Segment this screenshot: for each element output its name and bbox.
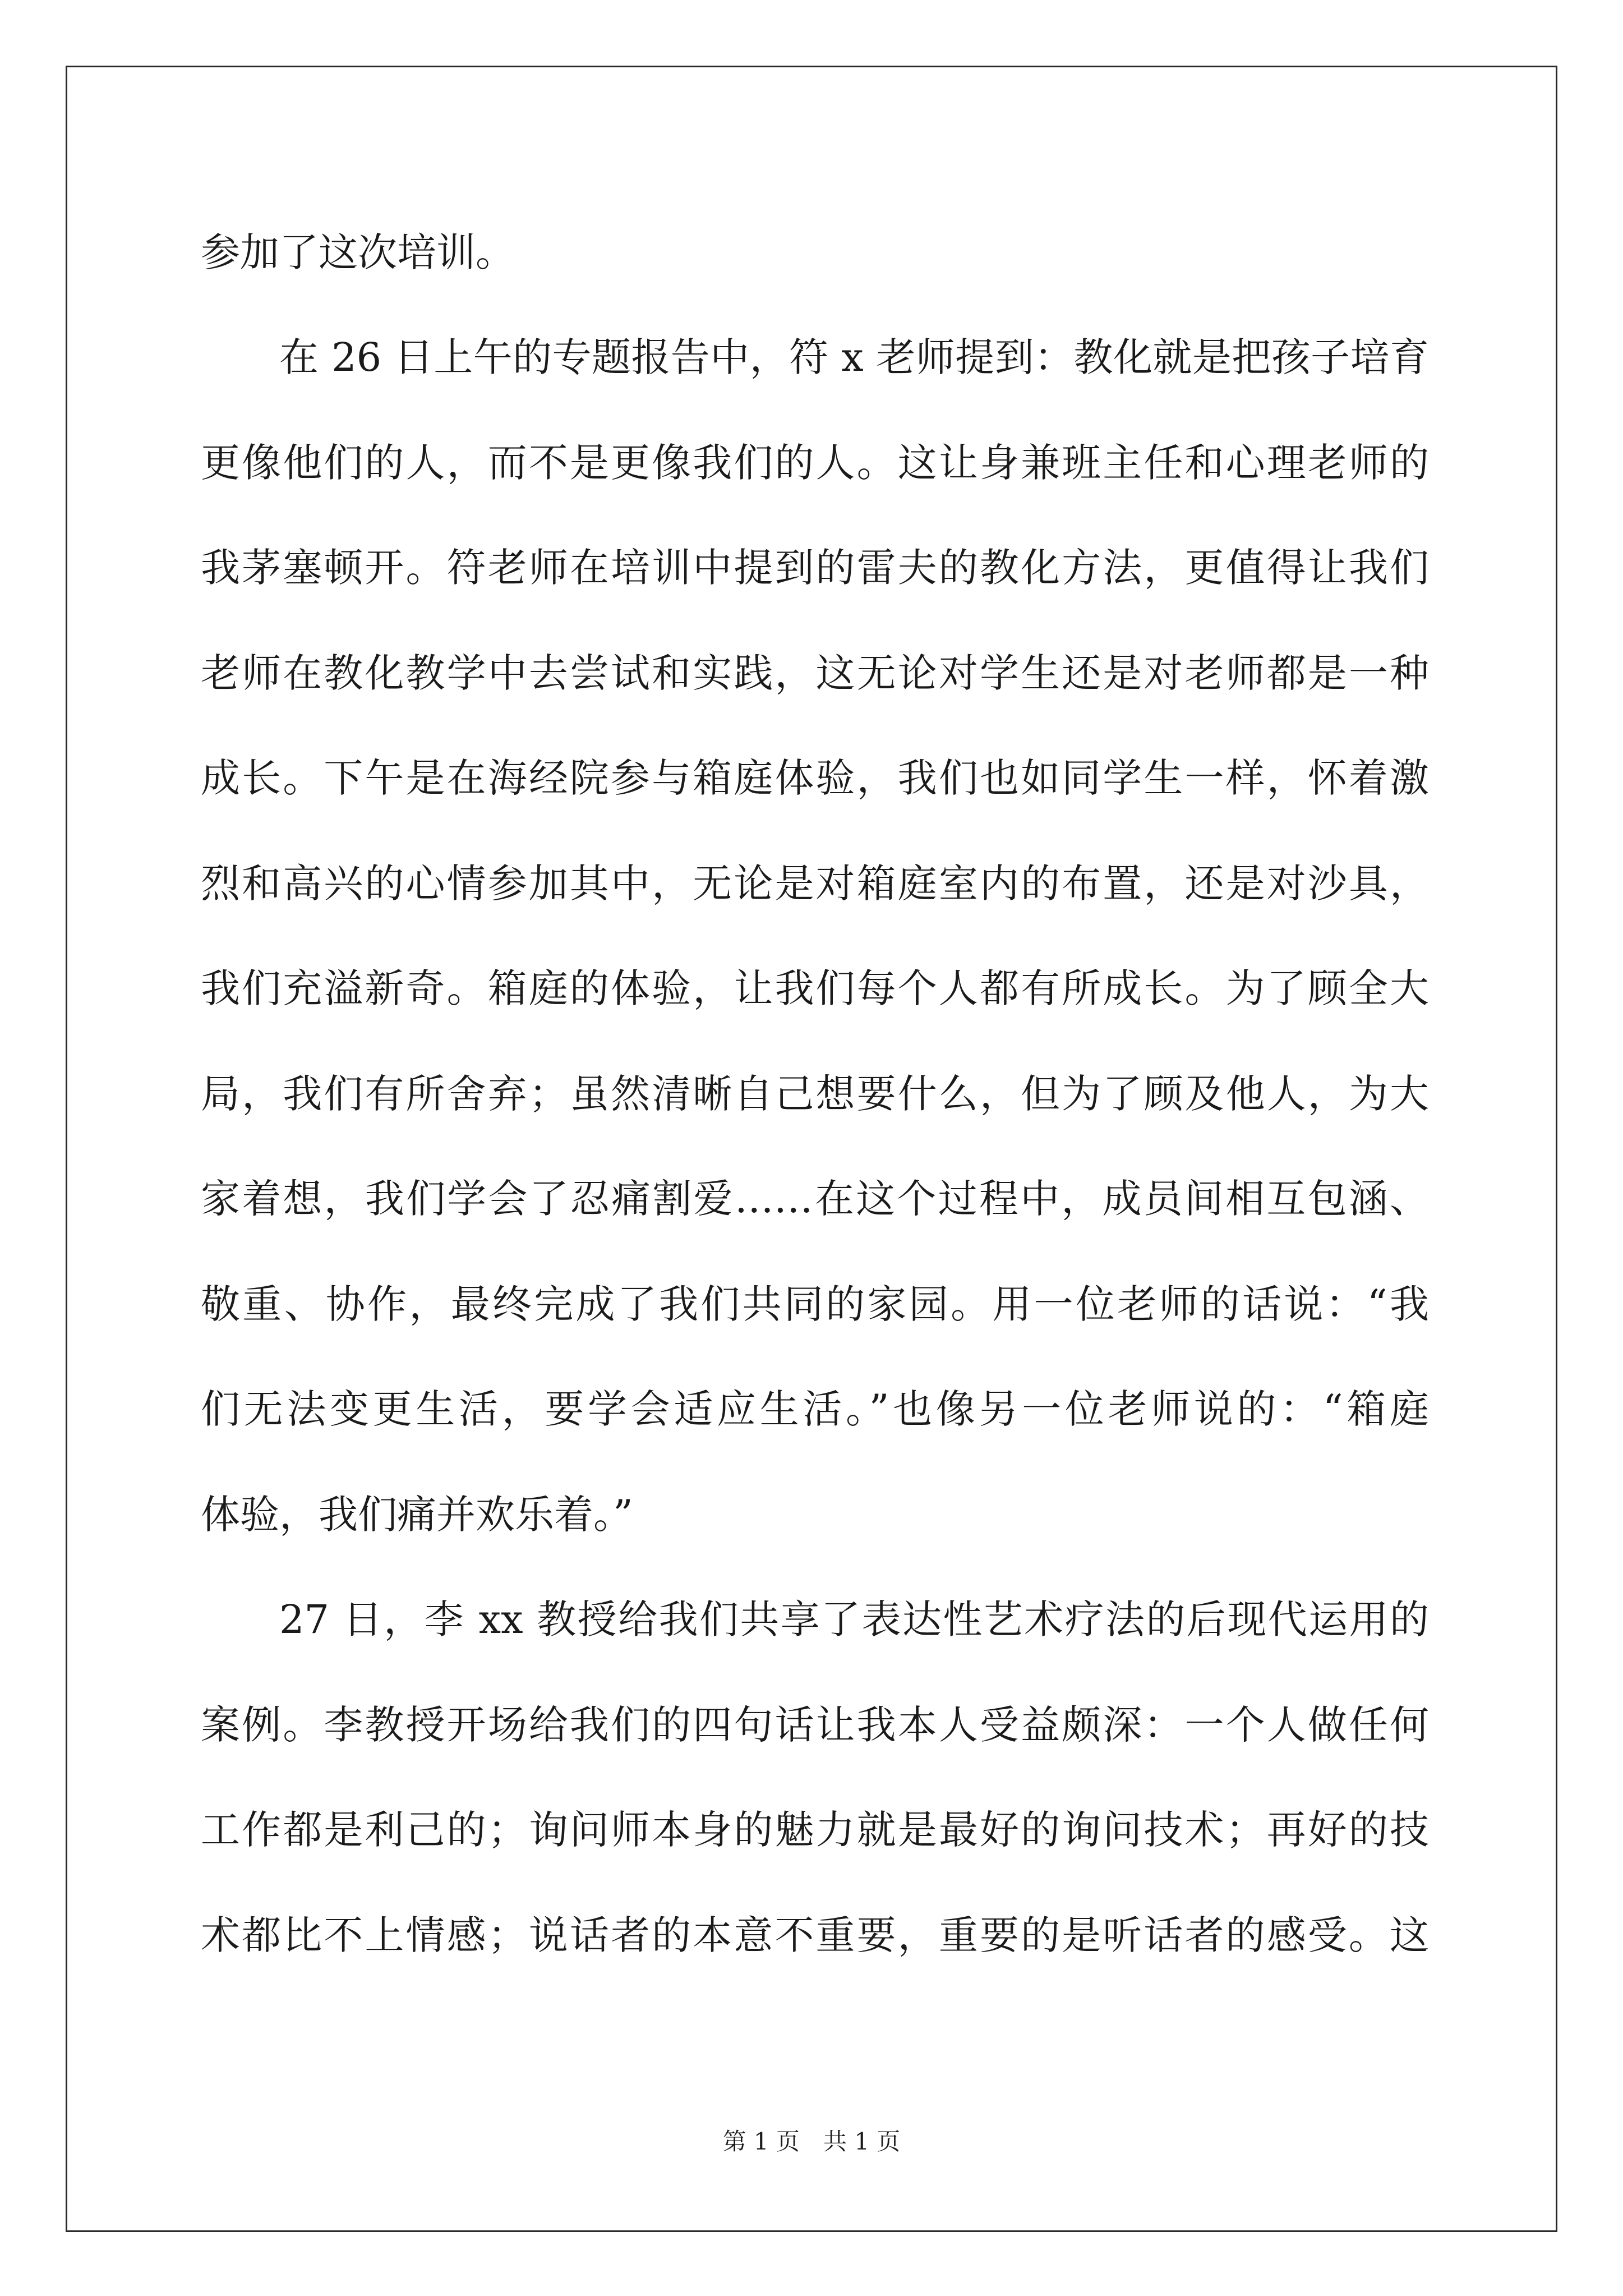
text-line: 烈和高兴的心情参加其中，无论是对箱庭室内的布置，还是对沙具， <box>201 861 1429 907</box>
text-line: 我茅塞顿开。符老师在培训中提到的雷夫的教化方法，更值得让我们 <box>201 545 1429 591</box>
page-number: 第 1 页 共 1 页 <box>722 2128 901 2155</box>
text-line: 工作都是利己的；询问师本身的魅力就是最好的询问技术；再好的技 <box>201 1807 1429 1853</box>
text-line: 敬重、协作，最终完成了我们共同的家园。用一位老师的话说：“我 <box>201 1281 1429 1327</box>
text-line: 成长。下午是在海经院参与箱庭体验，我们也如同学生一样，怀着激 <box>201 755 1429 801</box>
text-line: 在 26 日上午的专题报告中，符 x 老师提到：教化就是把孩子培育 <box>279 334 1429 380</box>
text-line: 案例。李教授开场给我们的四句话让我本人受益颇深：一个人做任何 <box>201 1702 1429 1748</box>
text-line: 参加了这次培训。 <box>201 229 515 275</box>
text-line: 老师在教化教学中去尝试和实践，这无论对学生还是对老师都是一种 <box>201 650 1429 696</box>
text-line: 体验，我们痛并欢乐着。” <box>201 1492 633 1538</box>
text-line: 们无法变更生活，要学会适应生活。”也像另一位老师说的：“箱庭 <box>201 1386 1429 1432</box>
text-line: 局，我们有所舍弃；虽然清晰自己想要什么，但为了顾及他人，为大 <box>201 1071 1429 1117</box>
text-line: 家着想，我们学会了忍痛割爱……在这个过程中，成员间相互包涵、 <box>201 1176 1429 1222</box>
text-line: 更像他们的人，而不是更像我们的人。这让身兼班主任和心理老师的 <box>201 440 1429 486</box>
text-line: 我们充溢新奇。箱庭的体验，让我们每个人都有所成长。为了顾全大 <box>201 965 1429 1011</box>
text-line: 27 日，李 xx 教授给我们共享了表达性艺术疗法的后现代运用的 <box>279 1596 1429 1642</box>
text-line: 术都比不上情感；说话者的本意不重要，重要的是听话者的感受。这 <box>201 1912 1429 1958</box>
